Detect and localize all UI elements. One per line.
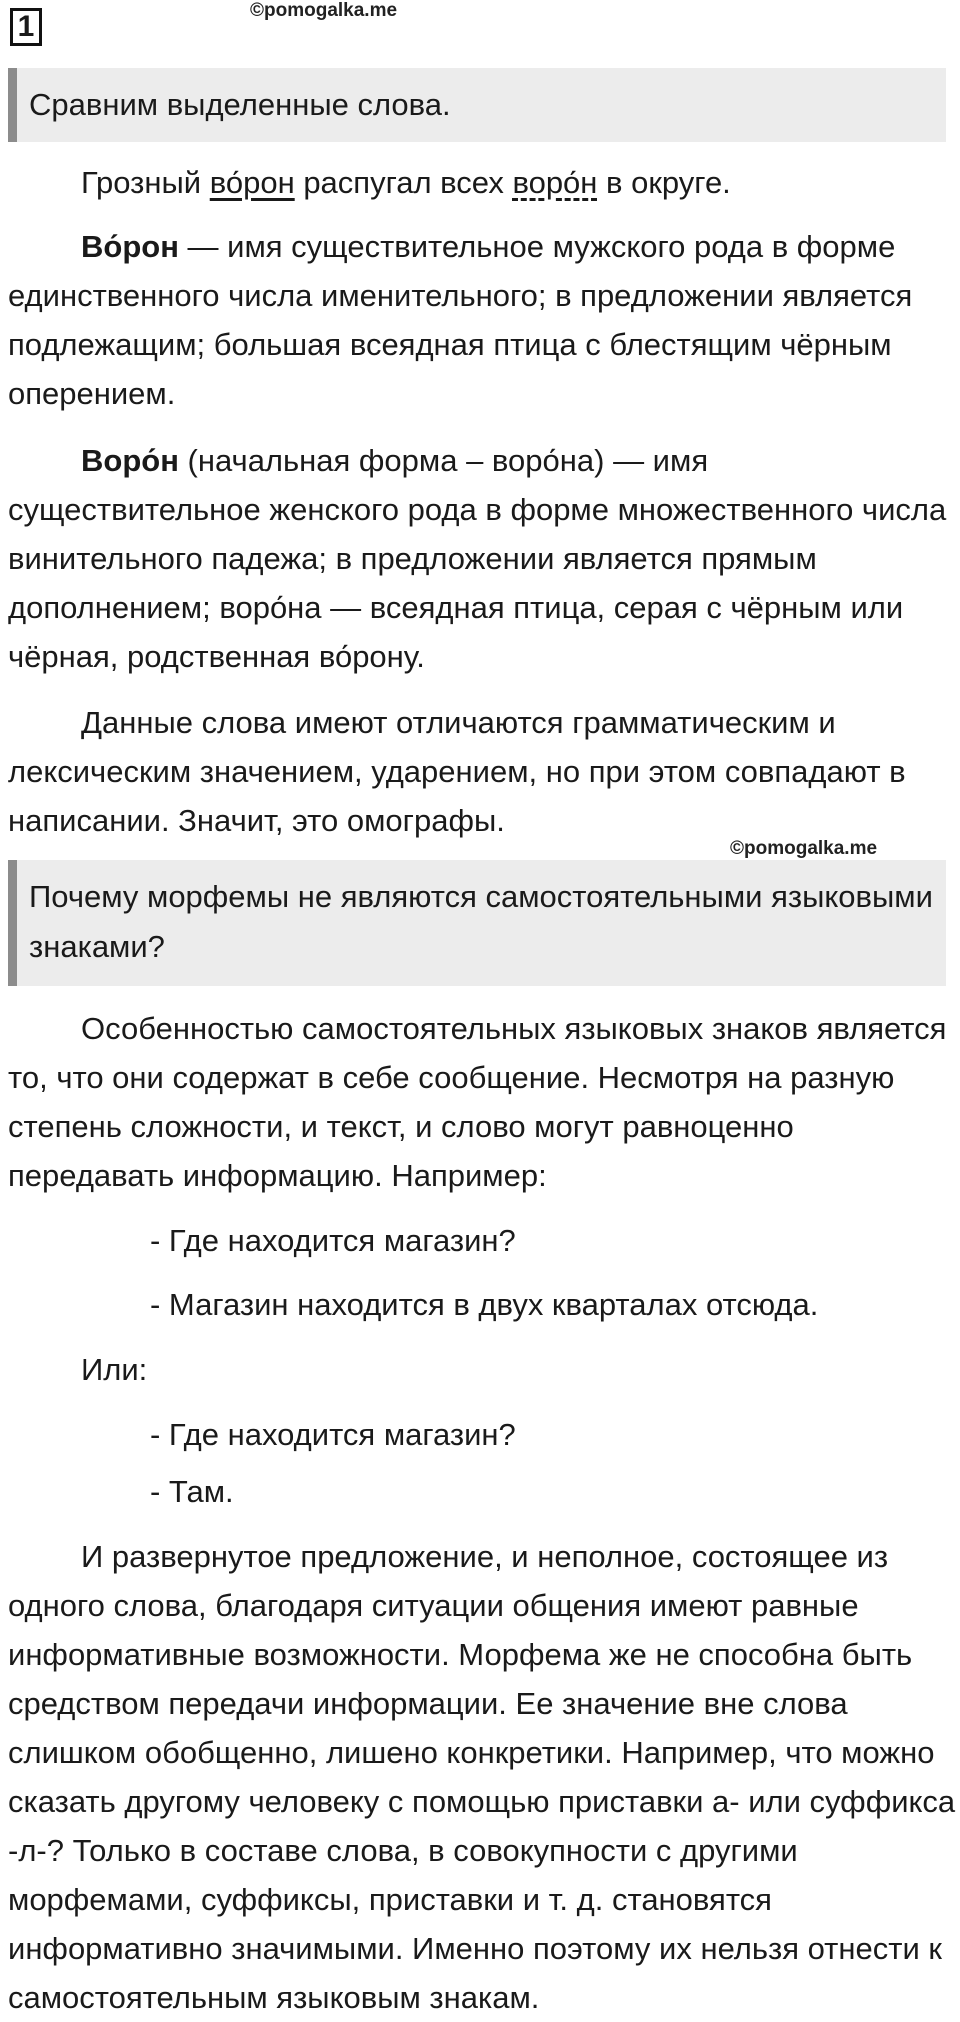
definition-1-term: Во́рон <box>81 229 179 264</box>
watermark-middle: ©pomogalka.me <box>730 838 878 859</box>
definition-2 <box>8 436 956 681</box>
definition-2-text: (начальная форма – воро́на) — имя существительное женского рода в форме множественного числа винительного падежа; в предложении является прямым дополнением; воро́на — всеядная птица, серая с чёрным или чёрная, родственная во́рону. <box>8 443 947 674</box>
dialog-1-line-1: - Где находится магазин? <box>150 1223 516 1258</box>
highlighted-word-1: во́рон <box>209 165 295 200</box>
definition-2-term: Воро́н <box>81 443 179 478</box>
sentence-pre: Грозный <box>81 165 210 200</box>
definition-1-text: — имя существительное мужского рода в форме единственного числа именительного; в предложении является подлежащим; большая всеядная птица с блестящим чёрным оперением. <box>8 229 913 411</box>
sentence-mid: распугал всех <box>294 165 513 200</box>
dialog-2-line-1: - Где находится магазин? <box>150 1417 516 1452</box>
answer-conclusion: И развернутое предложение, и неполное, состоящее из одного слова, благодаря ситуации общения имеют равные информативные возможности. Морфема же не способна быть средством передачи информации. Ее значение вне слова слишком обобщенно, лишено конкретики. Например, что можно сказать другому человеку с помощью приставки а- или суффикса -л-? Только в составе слова, в совокупности с другими морфемами, суффиксы, приставки и т. д. становятся информативно значимыми. Именно поэтому их нельзя отнести к самостоятельным языковым знакам. <box>8 1539 956 2015</box>
dialog-2-line-2: - Там. <box>150 1474 234 1509</box>
question-2-text: Почему морфемы не являются самостоятельными языковыми знаками? <box>29 879 933 964</box>
definition-1 <box>8 222 956 418</box>
question-1-box <box>8 68 946 142</box>
sentence-post: в округе. <box>597 165 731 200</box>
example-sentence <box>8 158 956 207</box>
task-number: 1 <box>10 8 42 46</box>
question-1-text: Сравним выделенные слова. <box>29 87 451 122</box>
question-2-box <box>8 860 946 986</box>
watermark-top: ©pomogalka.me <box>250 0 398 21</box>
dialog-1-line-2: - Магазин находится в двух кварталах отсюда. <box>150 1287 819 1322</box>
or-label: Или: <box>81 1352 148 1387</box>
conclusion-1: Данные слова имеют отличаются грамматическим и лексическим значением, ударением, но при этом совпадают в написании. Значит, это омографы. <box>8 705 906 838</box>
answer-intro: Особенностью самостоятельных языковых знаков является то, что они содержат в себе сообщение. Несмотря на разную степень сложности, и текст, и слово могут равноценно передавать информацию. Например: <box>8 1011 947 1193</box>
highlighted-word-2: воро́н <box>512 165 598 200</box>
